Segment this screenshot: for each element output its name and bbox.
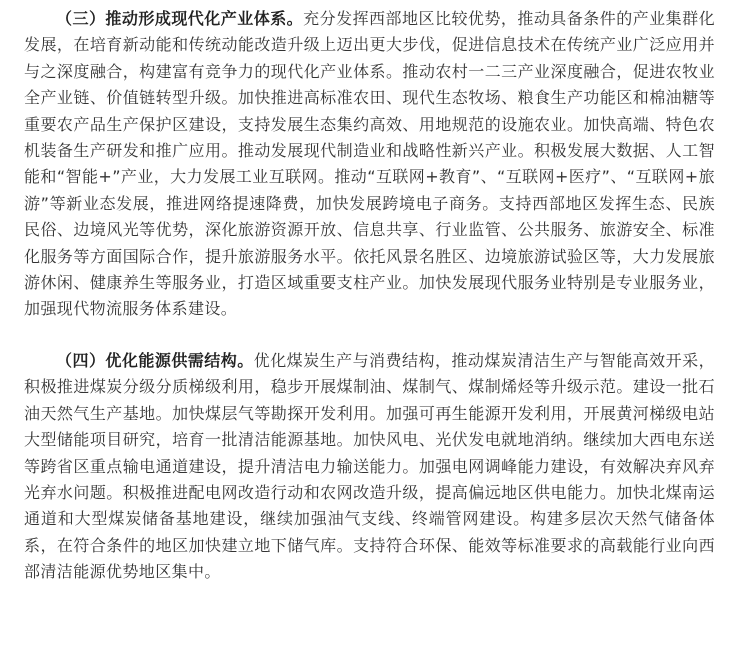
section-paragraph-energy <box>24 348 715 586</box>
section-heading-industry: （三）推动形成现代化产业体系。 <box>56 9 304 28</box>
section-body-industry: 充分发挥西部地区比较优势，推动具备条件的产业集群化发展，在培育新动能和传统动能改造升级上迈出更大步伐，促进信息技术在传统产业广泛应用并与之深度融合，构建富有竞争力的现代化产业体系。推动农村一二三产业深度融合，促进农牧业全产业链、价值链转型升级。加快推进高标准农田、现代生态牧场、粮食生产功能区和棉油糖等重要农产品生产保护区建设，支持发展生态集约高效、用地规范的设施农业。加快高端、特色农机装备生产研发和推广应用。推动发展现代制造业和战略性新兴产业。积极发展大数据、人工智能和“智能+”产业，大力发展工业互联网。推动“互联网+教育”、“互联网+医疗”、“互联网+旅游”等新业态发展，推进网络提速降费，加快发展跨境电子商务。支持西部地区发挥生态、民族民俗、边境风光等优势，深化旅游资源开放、信息共享、行业监管、公共服务、旅游安全、标准化服务等方面国际合作，提升旅游服务水平。依托风景名胜区、边境旅游试验区等，大力发展旅游休闲、健康养生等服务业，打造区域重要支柱产业。加快发展现代服务业特别是专业服务业，加强现代物流服务体系建设。 <box>24 9 715 319</box>
section-body-energy: 优化煤炭生产与消费结构，推动煤炭清洁生产与智能高效开采，积极推进煤炭分级分质梯级利用，稳步开展煤制油、煤制气、煤制烯烃等升级示范。建设一批石油天然气生产基地。加快煤层气等勘探开发利用。加强可再生能源开发利用，开展黄河梯级电站大型储能项目研究，培育一批清洁能源基地。加快风电、光伏发电就地消纳。继续加大西电东送等跨省区重点输电通道建设，提升清洁电力输送能力。加强电网调峰能力建设，有效解决弃风弃光弃水问题。积极推进配电网改造行动和农网改造升级，提高偏远地区供电能力。加快北煤南运通道和大型煤炭储备基地建设，继续加强油气支线、终端管网建设。构建多层次天然气储备体系，在符合条件的地区加快建立地下储气库。支持符合环保、能效等标准要求的高载能行业向西部清洁能源优势地区集中。 <box>24 350 715 582</box>
section-heading-energy: （四）优化能源供需结构。 <box>56 350 254 370</box>
section-paragraph-industry <box>24 6 715 323</box>
